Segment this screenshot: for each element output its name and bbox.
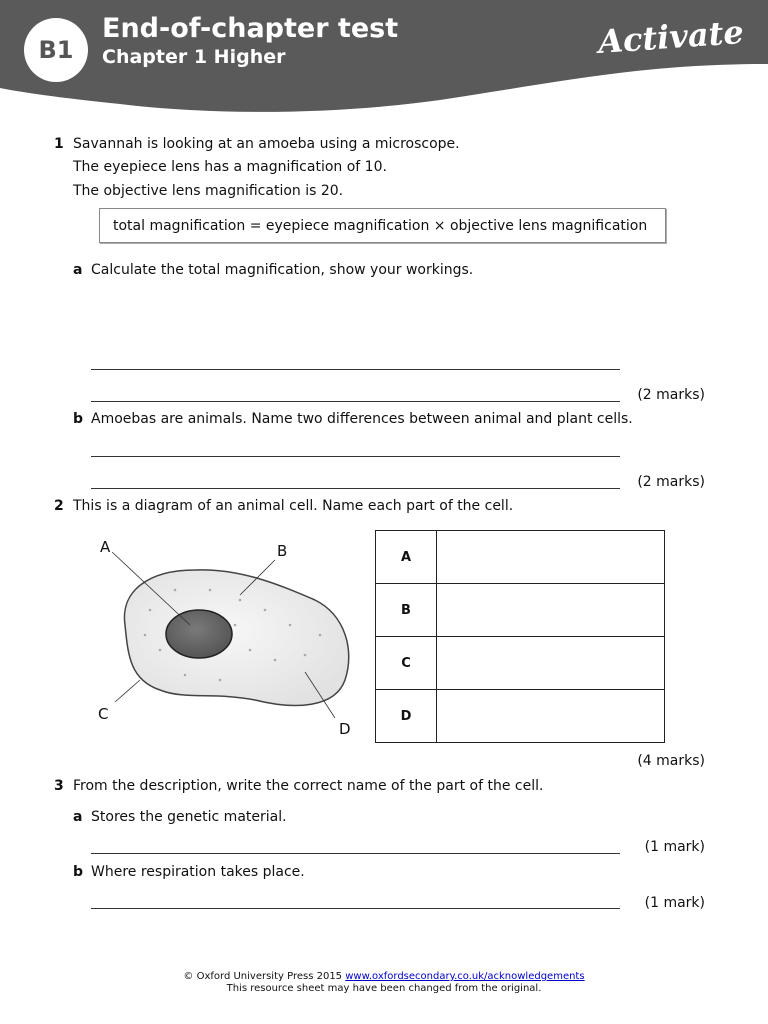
diagram-label-d: D [339, 720, 351, 738]
diagram-label-b: B [277, 542, 288, 560]
cell-membrane [124, 570, 348, 706]
q2-text: This is a diagram of an animal cell. Name each part of the cell. [73, 498, 514, 514]
q1b-letter: b [73, 411, 84, 427]
q3-text: From the description, write the correct name of the part of the cell. [73, 778, 544, 794]
q1-line-1: Savannah is looking at an amoeba using a microscope. [73, 136, 460, 152]
question-2-number: 2 [54, 498, 64, 514]
diagram-label-a: A [100, 538, 111, 556]
brand-logo: Activate [596, 12, 745, 62]
q1a-answer-line-2[interactable] [91, 401, 620, 402]
q1b-answer-line-1[interactable] [91, 456, 620, 457]
table-answer-cell[interactable] [437, 637, 665, 690]
q1b-text: Amoebas are animals. Name two differences between animal and plant cells. [91, 411, 633, 427]
cell-parts-table [375, 530, 665, 743]
q2-marks: (4 marks) [637, 753, 705, 769]
question-1-number: 1 [54, 136, 64, 152]
acknowledgements-link[interactable]: www.oxfordsecondary.co.uk/acknowledgements [345, 971, 585, 982]
table-row-label: A [376, 531, 437, 584]
table-row [376, 690, 665, 743]
table-row [376, 584, 665, 637]
q3a-text: Stores the genetic material. [91, 809, 287, 825]
equation-text: total magnification = eyepiece magnification × objective lens magnification [113, 217, 648, 234]
nucleus [166, 610, 232, 658]
table-answer-cell[interactable] [437, 531, 665, 584]
q3a-letter: a [73, 809, 83, 825]
q1a-text: Calculate the total magnification, show your workings. [91, 262, 474, 278]
q3b-marks: (1 mark) [644, 895, 705, 911]
diagram-label-c: C [98, 705, 109, 723]
table-row-label: B [376, 584, 437, 637]
q1a-answer-line-1[interactable] [91, 369, 620, 370]
q3b-letter: b [73, 864, 84, 880]
table-answer-cell[interactable] [437, 584, 665, 637]
page-subtitle: Chapter 1 Higher [102, 46, 286, 68]
page-title: End-of-chapter test [102, 13, 399, 44]
q1b-answer-line-2[interactable] [91, 488, 620, 489]
table-row [376, 531, 665, 584]
q1a-letter: a [73, 262, 83, 278]
q1-line-3: The objective lens magnification is 20. [73, 183, 344, 199]
question-3-number: 3 [54, 778, 64, 794]
chapter-badge: B1 [24, 18, 88, 82]
q3a-marks: (1 mark) [644, 839, 705, 855]
footer-copyright: © Oxford University Press 2015 [183, 971, 343, 982]
table-row-label: D [376, 690, 437, 743]
footer-copyright-line [0, 971, 768, 982]
q1a-marks: (2 marks) [637, 387, 705, 403]
table-answer-cell[interactable] [437, 690, 665, 743]
equation-box [99, 208, 666, 243]
q3b-answer-line[interactable] [91, 908, 620, 909]
q1-line-2: The eyepiece lens has a magnification of 10. [73, 159, 387, 175]
footer-note: This resource sheet may have been changed from the original. [226, 983, 542, 994]
table-row [376, 637, 665, 690]
q3a-answer-line[interactable] [91, 853, 620, 854]
animal-cell-diagram [90, 530, 370, 745]
q1b-marks: (2 marks) [637, 474, 705, 490]
q3b-text: Where respiration takes place. [91, 864, 305, 880]
table-row-label: C [376, 637, 437, 690]
